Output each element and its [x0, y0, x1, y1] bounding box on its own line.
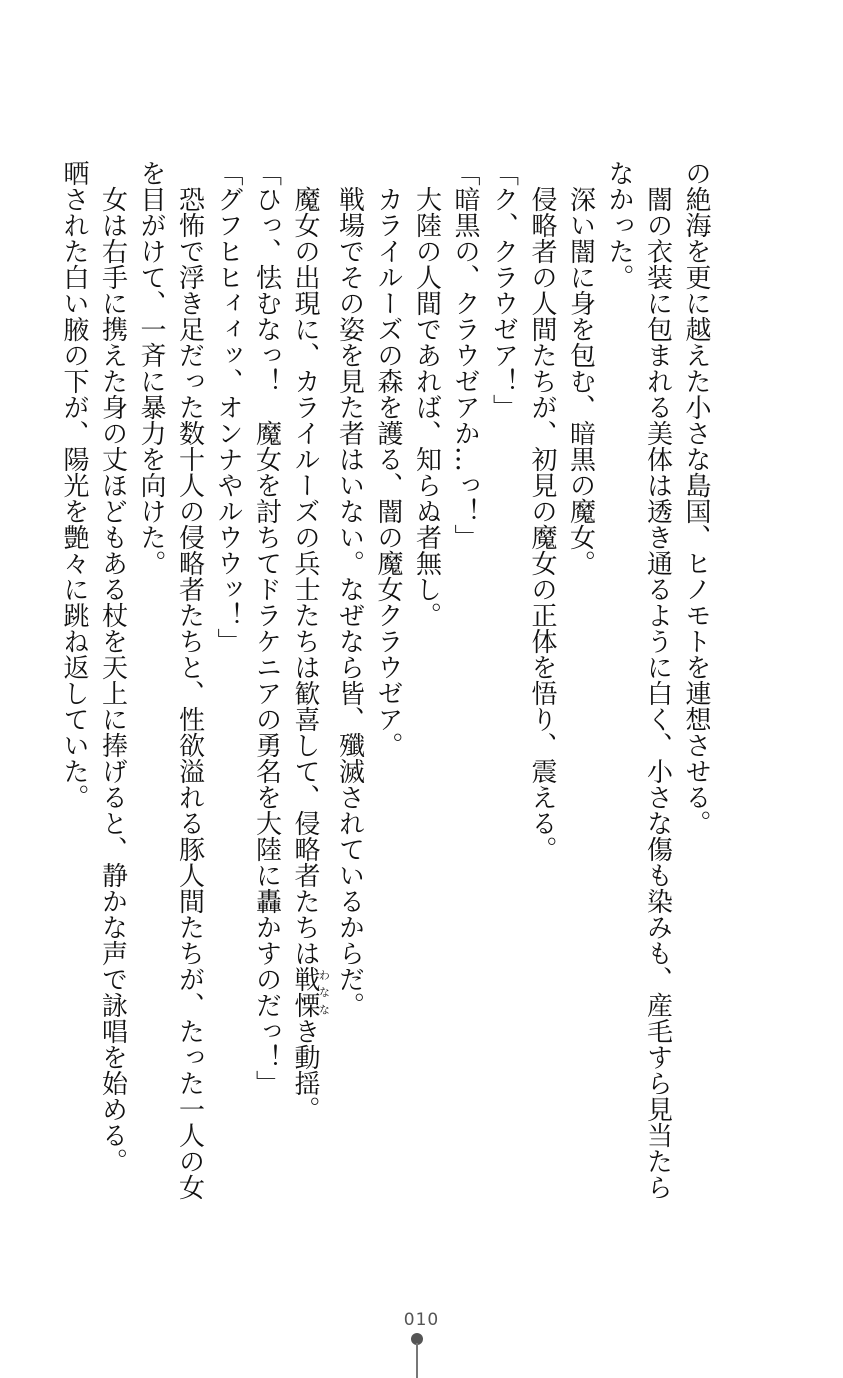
text-line: 「ひっ、怯むなっ！ 魔女を討ちてドラケニアの勇名を大陸に轟かすのだっ！」: [251, 160, 282, 1096]
ruby-reading: わなな: [317, 966, 331, 1018]
text-line: 「暗黒の、クラウゼアか…っ！」: [450, 160, 480, 550]
ruby-annotation: 戦慄わなな: [290, 966, 331, 1018]
page-marker-line: [416, 1343, 418, 1378]
text-line: 恐怖で浮き足だった数十人の侵略者たちと、性欲溢れる豚人間たちが、たった一人の女: [174, 160, 205, 1200]
text-line: 深い闇に身を包む、暗黒の魔女。: [565, 160, 596, 576]
text-line: の絶海を更に越えた小さな島国、ヒノモトを連想させる。: [681, 160, 711, 836]
text-line: 「グフヒヒィィッ、オンナやルウウッ！」: [213, 160, 243, 654]
text-line: 女は右手に携えた身の丈ほどもある杖を天上に捧げると、静かな声で詠唱を始める。: [97, 160, 128, 1174]
text-line: 晒された白い腋の下が、陽光を艶々に跳ね返していた。: [59, 160, 89, 810]
text-line: 闇の衣装に包まれる美体は透き通るように白く、小さな傷も染みも、産毛すら見当たら: [642, 160, 673, 1200]
text-line: 「ク、クラウゼア！」: [488, 160, 519, 420]
text-line: なかった。: [604, 160, 634, 290]
text-line: を目がけて、一斉に暴力を向けた。: [136, 160, 166, 576]
text-line: 大陸の人間であれば、知らぬ者無し。: [411, 160, 442, 628]
text-line-with-ruby: 魔女の出現に、カライルーズの兵士たちは歓喜して、侵略者たちは戦慄わななき動揺。: [290, 160, 331, 1122]
text-line: 戦場でその姿を見た者はいない。なぜなら皆、殲滅されているからだ。: [334, 160, 365, 1018]
vertical-text-block: [55, 160, 716, 1200]
text-line: 侵略者の人間たちが、初見の魔女の正体を悟り、震える。: [527, 160, 557, 862]
page-number: 010: [403, 1310, 440, 1330]
text-line: カライルーズの森を護る、闇の魔女クラウゼア。: [373, 160, 403, 758]
